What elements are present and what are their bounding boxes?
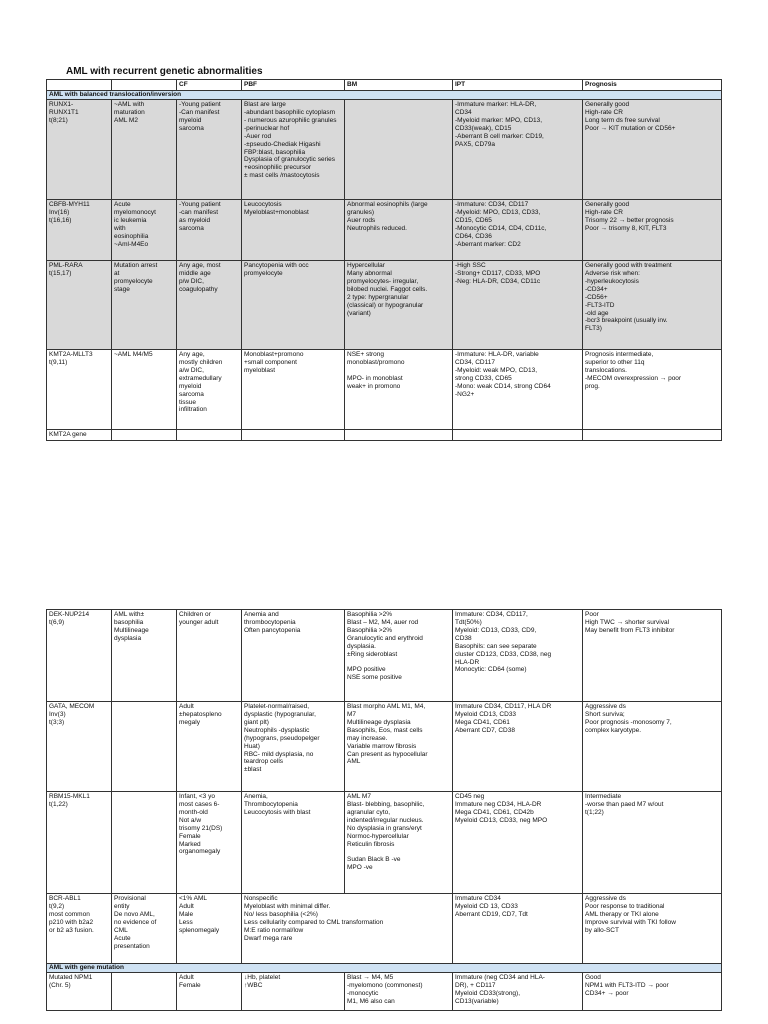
- table-cell: Generally good High-rate CR Trisomy 22 → better prognosis Poor → trisomy 8, KIT, FLT3: [583, 200, 722, 261]
- table-cell: RBM15-MKL1 t(1,22): [47, 792, 112, 894]
- table-cell: Aggressive ds Poor response to traditional AML therapy or TKI alone Improve survival with TKI follow by allo-SCT: [583, 894, 722, 964]
- table-cell: Hypercellular Many abnormal promyelocytes- irregular, bilobed nuclei. Faggot cells. 2 type: hypergranular (classical) or hypogranular (variant): [345, 261, 453, 350]
- table-cell: ↓Hb, platelet ↑WBC: [242, 973, 345, 1011]
- table-row: [47, 350, 722, 430]
- table-row: [47, 100, 722, 200]
- table-cell: Provisional entity De novo AML, no evidence of CML Acute presentation: [112, 894, 177, 964]
- table-cell: Blast → M4, M5 -myelomono (commonest) -monocytic M1, M6 also can: [345, 973, 453, 1011]
- aml-table-bottom: [46, 609, 722, 1011]
- table-cell: Pancytopenia with occ promyelocyte: [242, 261, 345, 350]
- table-cell: KMT2A-MLLT3 t(9,11): [47, 350, 112, 430]
- header-prognosis: Prognosis: [583, 80, 722, 91]
- table-cell: Adult Female: [177, 973, 242, 1011]
- table-cell: ~AML M4/M5: [112, 350, 177, 430]
- table-cell: [583, 430, 722, 441]
- table-cell: Immature CD34, CD117, HLA DR Myeloid CD13, CD33 Mega CD41, CD61 Aberrant CD7, CD38: [453, 702, 583, 792]
- table-cell: <1% AML Adult Male Less splenomegaly: [177, 894, 242, 964]
- header-cf: CF: [177, 80, 242, 91]
- section-row: [47, 964, 722, 973]
- section-label: AML with gene mutation: [47, 964, 722, 973]
- table-cell: GATA, MECOM Inv(3) t(3;3): [47, 702, 112, 792]
- table-row: [47, 973, 722, 1011]
- table-cell: Immature: CD34, CD117, Tdt(50%) Myeloid: CD13, CD33, CD9, CD38 Basophils: can see separate cluster CD123, CD33, CD38, neg HLA-DR Monocytic: CD64 (some): [453, 610, 583, 702]
- table-cell: [345, 430, 453, 441]
- table-cell: Leucocytosis Myeloblast+monoblast: [242, 200, 345, 261]
- table-cell: Monoblast+promono +small component myeloblast: [242, 350, 345, 430]
- table-cell: Prognosis intermediate, superior to other 11q translocations. -MECOM overexpression → poor prog.: [583, 350, 722, 430]
- table-cell: Any age, mostly children a/w DIC, extramedullary myeloid sarcoma tissue infiltration: [177, 350, 242, 430]
- table-cell: Anemia and thrombocytopenia Often pancytopenia: [242, 610, 345, 702]
- section-label: AML with balanced translocation/inversion: [47, 91, 722, 100]
- table-cell: [112, 430, 177, 441]
- table-cell: Basophilia >2% Blast – M2, M4, auer rod Basophilia >2% Granulocytic and erythroid dysplasia. ±Ring sideroblast MPO positive NSE some positive: [345, 610, 453, 702]
- table-cell: Intermediate -worse than paed M7 w/out t(1;22): [583, 792, 722, 894]
- table-cell: ~AML with maturation AML M2: [112, 100, 177, 200]
- table-cell: [453, 430, 583, 441]
- table-row: [47, 702, 722, 792]
- table-cell: CBFB-MYH11 Inv(16) t(16,16): [47, 200, 112, 261]
- table-cell: Generally good High-rate CR Long term ds free survival Poor → KIT mutation or CD56+: [583, 100, 722, 200]
- header-row: [47, 80, 722, 91]
- table-cell: -High SSC -Strong+ CD117, CD33, MPO -Neg: HLA-DR, CD34, CD11c: [453, 261, 583, 350]
- table-cell: [112, 702, 177, 792]
- table-cell: KMT2A gene: [47, 430, 112, 441]
- table-cell: Mutated NPM1 (Chr. 5): [47, 973, 112, 1011]
- table-cell: CD45 neg Immature neg CD34, HLA-DR Mega CD41, CD61, CD42b Myeloid CD13, CD33, neg MPO: [453, 792, 583, 894]
- table-row: [47, 610, 722, 702]
- table-cell: BCR-ABL1 t(9,2) most common p210 with b2a2 or b2 a3 fusion.: [47, 894, 112, 964]
- table-cell: Abnormal eosinophils (large granules) Auer rods Neutrophils reduced.: [345, 200, 453, 261]
- table-cell: AML with± basophilia Multilineage dysplasia: [112, 610, 177, 702]
- page-title: AML with recurrent genetic abnormalities: [66, 66, 263, 77]
- table-cell: [112, 973, 177, 1011]
- table-cell: Adult ±hepatospleno megaly: [177, 702, 242, 792]
- aml-table-top: [46, 79, 722, 441]
- table-cell: Mutation arrest at promyelocyte stage: [112, 261, 177, 350]
- table-cell: Good NPM1 with FLT3-ITD → poor CD34+ → poor: [583, 973, 722, 1011]
- header-cell: [47, 80, 112, 91]
- table-row: [47, 430, 722, 441]
- table-cell: Nonspecific Myeloblast with minimal differ. No/ less basophilia (<2%) Less cellularity compared to CML transformation M:E ratio normal/low Dwarf mega rare: [242, 894, 453, 964]
- table-cell: Immature CD34 Myeloid CD 13, CD33 Aberrant CD19, CD7, Tdt: [453, 894, 583, 964]
- table-cell: Anemia, Thrombocytopenia Leucocytosis with blast: [242, 792, 345, 894]
- table-cell: RUNX1- RUNX1T1 t(8;21): [47, 100, 112, 200]
- table-cell: Infant, <3 yo most cases 6- month-old Not a/w trisomy 21(DS) Female Marked organomegaly: [177, 792, 242, 894]
- header-cell: [112, 80, 177, 91]
- table-cell: Children or younger adult: [177, 610, 242, 702]
- header-pbf: PBF: [242, 80, 345, 91]
- header-ipt: IPT: [453, 80, 583, 91]
- table-cell: AML M7 Blast- blebbing, basophilic, agranular cyto, indented/irregular nucleus. No dysplasia in grans/eryt Normoc-hypercellular Reticulin fibrosis Sudan Black B -ve MPO -ve: [345, 792, 453, 894]
- table-cell: Blast are large -abundant basophilic cytoplasm - numerous azurophilic granules -perinuclear hof -Auer rod -±pseudo-Chediak Higashi FBP:blast, basophilia Dysplasia of granulocytic series +eosinophilic precursor ± mast cells /mastocytosis: [242, 100, 345, 200]
- table-row: [47, 261, 722, 350]
- table-cell: Generally good with treatment Adverse risk when: -hyperleukocytosis -CD34+ -CD56+ -FLT3-ITD -old age -bcr3 breakpoint (usually inv. FLT3): [583, 261, 722, 350]
- table-cell: Acute myelomonocyt ic leukemia with eosinophilia ~Aml-M4Eo: [112, 200, 177, 261]
- table-cell: DEK-NUP214 t(6,9): [47, 610, 112, 702]
- section-row: [47, 91, 722, 100]
- table-cell: Immature (neg CD34 and HLA- DR), + CD117 Myeloid CD33(strong), CD13(variable): [453, 973, 583, 1011]
- table-row: [47, 894, 722, 964]
- table-cell: [345, 100, 453, 200]
- table-cell: [242, 430, 345, 441]
- table-cell: PML-RARA t(15,17): [47, 261, 112, 350]
- table-cell: Poor High TWC → shorter survival May benefit from FLT3 inhibitor: [583, 610, 722, 702]
- table-cell: [177, 430, 242, 441]
- table-cell: -Immature: CD34, CD117 -Myeloid: MPO, CD13, CD33, CD15, CD65 -Monocytic CD14, CD4, CD11c, CD64, CD36 -Aberrant marker: CD2: [453, 200, 583, 261]
- header-bm: BM: [345, 80, 453, 91]
- table-cell: Any age, most middle age p/w DIC, coagulopathy: [177, 261, 242, 350]
- table-cell: [112, 792, 177, 894]
- table-cell: Aggressive ds Short surviva; Poor prognosis -monosomy 7, complex karyotype.: [583, 702, 722, 792]
- table-row: [47, 792, 722, 894]
- table-row: [47, 200, 722, 261]
- table-cell: Platelet-normal/raised, dysplastic (hypogranular, giant plt) Neutrophils -dysplastic (hypograns, pseudopelger Huat) RBC- mild dysplasia, no teardrop cells ±blast: [242, 702, 345, 792]
- table-cell: -Young patient -Can manifest myeloid sarcoma: [177, 100, 242, 200]
- table-cell: -Immature: HLA-DR, variable CD34, CD117 -Myeloid: weak MPO, CD13, strong CD33, CD65 -Mono: weak CD14, strong CD64 -NG2+: [453, 350, 583, 430]
- table-cell: Blast morpho AML M1, M4, M7 Multilineage dysplasia Basophils, Eos, mast cells may increase. Variable marrow fibrosis Can present as hypocellular AML: [345, 702, 453, 792]
- table-cell: -Young patient -can manifest as myeloid sarcoma: [177, 200, 242, 261]
- table-cell: -Immature marker: HLA-DR, CD34 -Myeloid marker: MPO, CD13, CD33(weak), CD15 -Aberrant B cell marker: CD19, PAX5, CD79a: [453, 100, 583, 200]
- table-cell: NSE+ strong monoblast/promono MPO- in monoblast weak+ in promono: [345, 350, 453, 430]
